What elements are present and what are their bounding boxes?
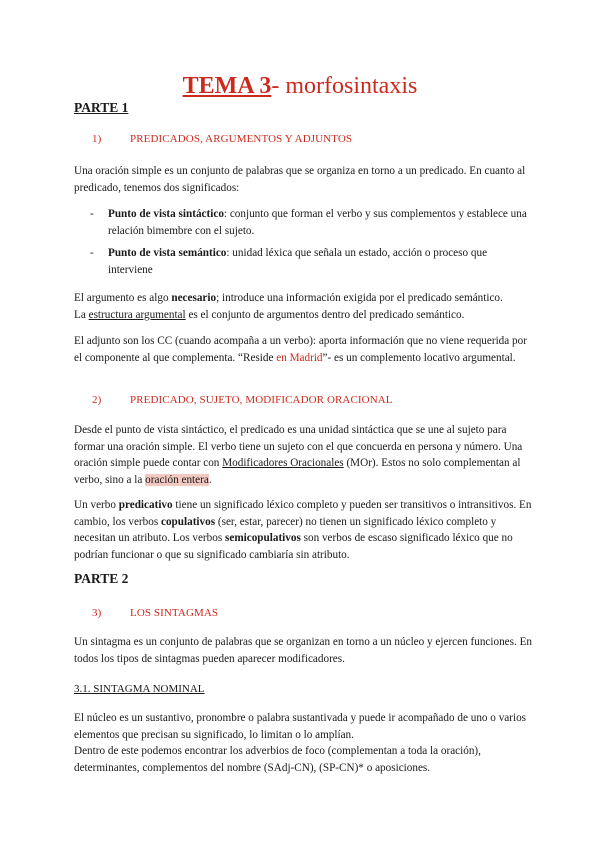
predicate-underline: Modificadores Oracionales — [222, 457, 344, 469]
bullet-syntactic-desc: : conjunto que forman el verbo y sus complementos y establece una relación bimembre con el sujeto. — [108, 208, 527, 237]
verbs-paragraph — [74, 497, 534, 563]
verbs-bold-predicativo: predicativo — [118, 499, 173, 511]
title-subject: - morfosintaxis — [271, 73, 418, 99]
section2-number: 2) — [92, 394, 102, 406]
adjunct-paragraph — [74, 333, 534, 366]
predicate-paragraph — [74, 422, 534, 488]
bullet-semantic-desc: : unidad léxica que señala un estado, acción o proceso que interviene — [108, 247, 488, 276]
argument-text-2: ; introduce una información exigida por el predicado semántico. — [216, 292, 503, 304]
section1-heading — [92, 133, 352, 145]
document-title — [0, 72, 600, 100]
part2-heading: PARTE 2 — [74, 571, 129, 586]
argument-paragraph — [74, 290, 534, 323]
nominal-paragraph — [74, 710, 534, 776]
part1-heading: PARTE 1 — [74, 100, 129, 115]
verbs-text-3: (ser, estar, parecer) no tienen un significado léxico completo y necesitan un atributo. Los verbos — [74, 515, 497, 544]
nominal-text-1: El núcleo es un sustantivo, pronombre o palabra sustantivada y puede ir acompañado de uno o varios elementos que precisan su significado, lo limitan o lo amplían. — [74, 712, 527, 741]
predicate-text-1: Desde el punto de vista sintáctico, el predicado es una unidad sintáctica que se une al sujeto para formar una oración simple. El verbo tiene un sujeto con el que concuerda en persona y número. Una oración simple puede contar con — [74, 424, 523, 469]
bullet-semantic-text — [108, 245, 530, 278]
section3-number: 3) — [92, 607, 102, 619]
verbs-text-2: tiene un significado léxico completo y pueden ser transitivos o intransitivos. En cambio, los verbos — [74, 499, 532, 528]
section2-title: PREDICADO, SUJETO, MODIFICADOR ORACIONAL — [130, 394, 393, 406]
adjunct-text-1: El adjunto son los CC (cuando acompaña a un verbo): aporta información que no viene requerida por el componente al que complementa. “Reside — [74, 335, 527, 364]
bullet-dash: - — [90, 247, 94, 259]
intro-paragraph: Una oración simple es un conjunto de palabras que se organiza en torno a un predicado. En cuanto al predicado, tenemos dos significados: — [74, 165, 526, 194]
argument-underline: estructura argumental — [88, 308, 186, 321]
argument-bold: necesario — [171, 292, 217, 304]
verbs-bold-semicopulativos: semicopulativos — [225, 532, 301, 544]
adjunct-example: en Madrid — [276, 351, 323, 364]
section1-number: 1) — [92, 133, 102, 145]
verbs-bold-copulativos: copulativos — [161, 515, 216, 528]
bullet-syntactic — [90, 206, 530, 239]
title-tema: TEMA 3 — [182, 73, 272, 99]
predicate-highlight: oración entera — [145, 473, 209, 486]
argument-text-1: El argumento es algo — [74, 292, 172, 304]
section1-title: PREDICADOS, ARGUMENTOS Y ADJUNTOS — [130, 133, 353, 145]
verbs-text-4: son verbos de escaso significado léxico que no podrían funcionar o que su significado cambiaría sin atributo. — [74, 532, 513, 561]
sintagma-paragraph: Un sintagma es un conjunto de palabras que se organizan en torno a un núcleo y ejercen funciones. En todos los tipos de sintagmas pueden aparecer modificadores. — [74, 636, 533, 665]
argument-text-3: La — [74, 308, 89, 321]
section3-title: LOS SINTAGMAS — [130, 607, 219, 619]
adjunct-text-2: ”- es un complemento locativo argumental. — [322, 351, 516, 364]
verbs-text-1: Un verbo — [74, 499, 119, 511]
nominal-text-2: Dentro de este podemos encontrar los adverbios de foco (complementan a toda la oración), determinantes, complementos del nombre (SAdj-CN), (SP-CN)* o aposiciones. — [74, 745, 481, 774]
bullet-semantic — [90, 245, 530, 278]
section2-heading — [92, 394, 393, 406]
bullet-syntactic-text — [108, 206, 530, 239]
predicate-text-3: . — [208, 473, 212, 486]
bullet-dash: - — [90, 208, 94, 220]
bullet-semantic-term: Punto de vista semántico — [108, 247, 227, 259]
argument-text-4: es el conjunto de argumentos dentro del predicado semántico. — [185, 308, 465, 321]
bullet-syntactic-term: Punto de vista sintáctico — [108, 208, 224, 220]
subsection-3-1: 3.1. SINTAGMA NOMINAL — [74, 683, 205, 695]
predicate-text-2: (MOr). Estos no solo complementan al verbo, sino a la — [74, 457, 521, 486]
section3-heading — [92, 607, 218, 619]
